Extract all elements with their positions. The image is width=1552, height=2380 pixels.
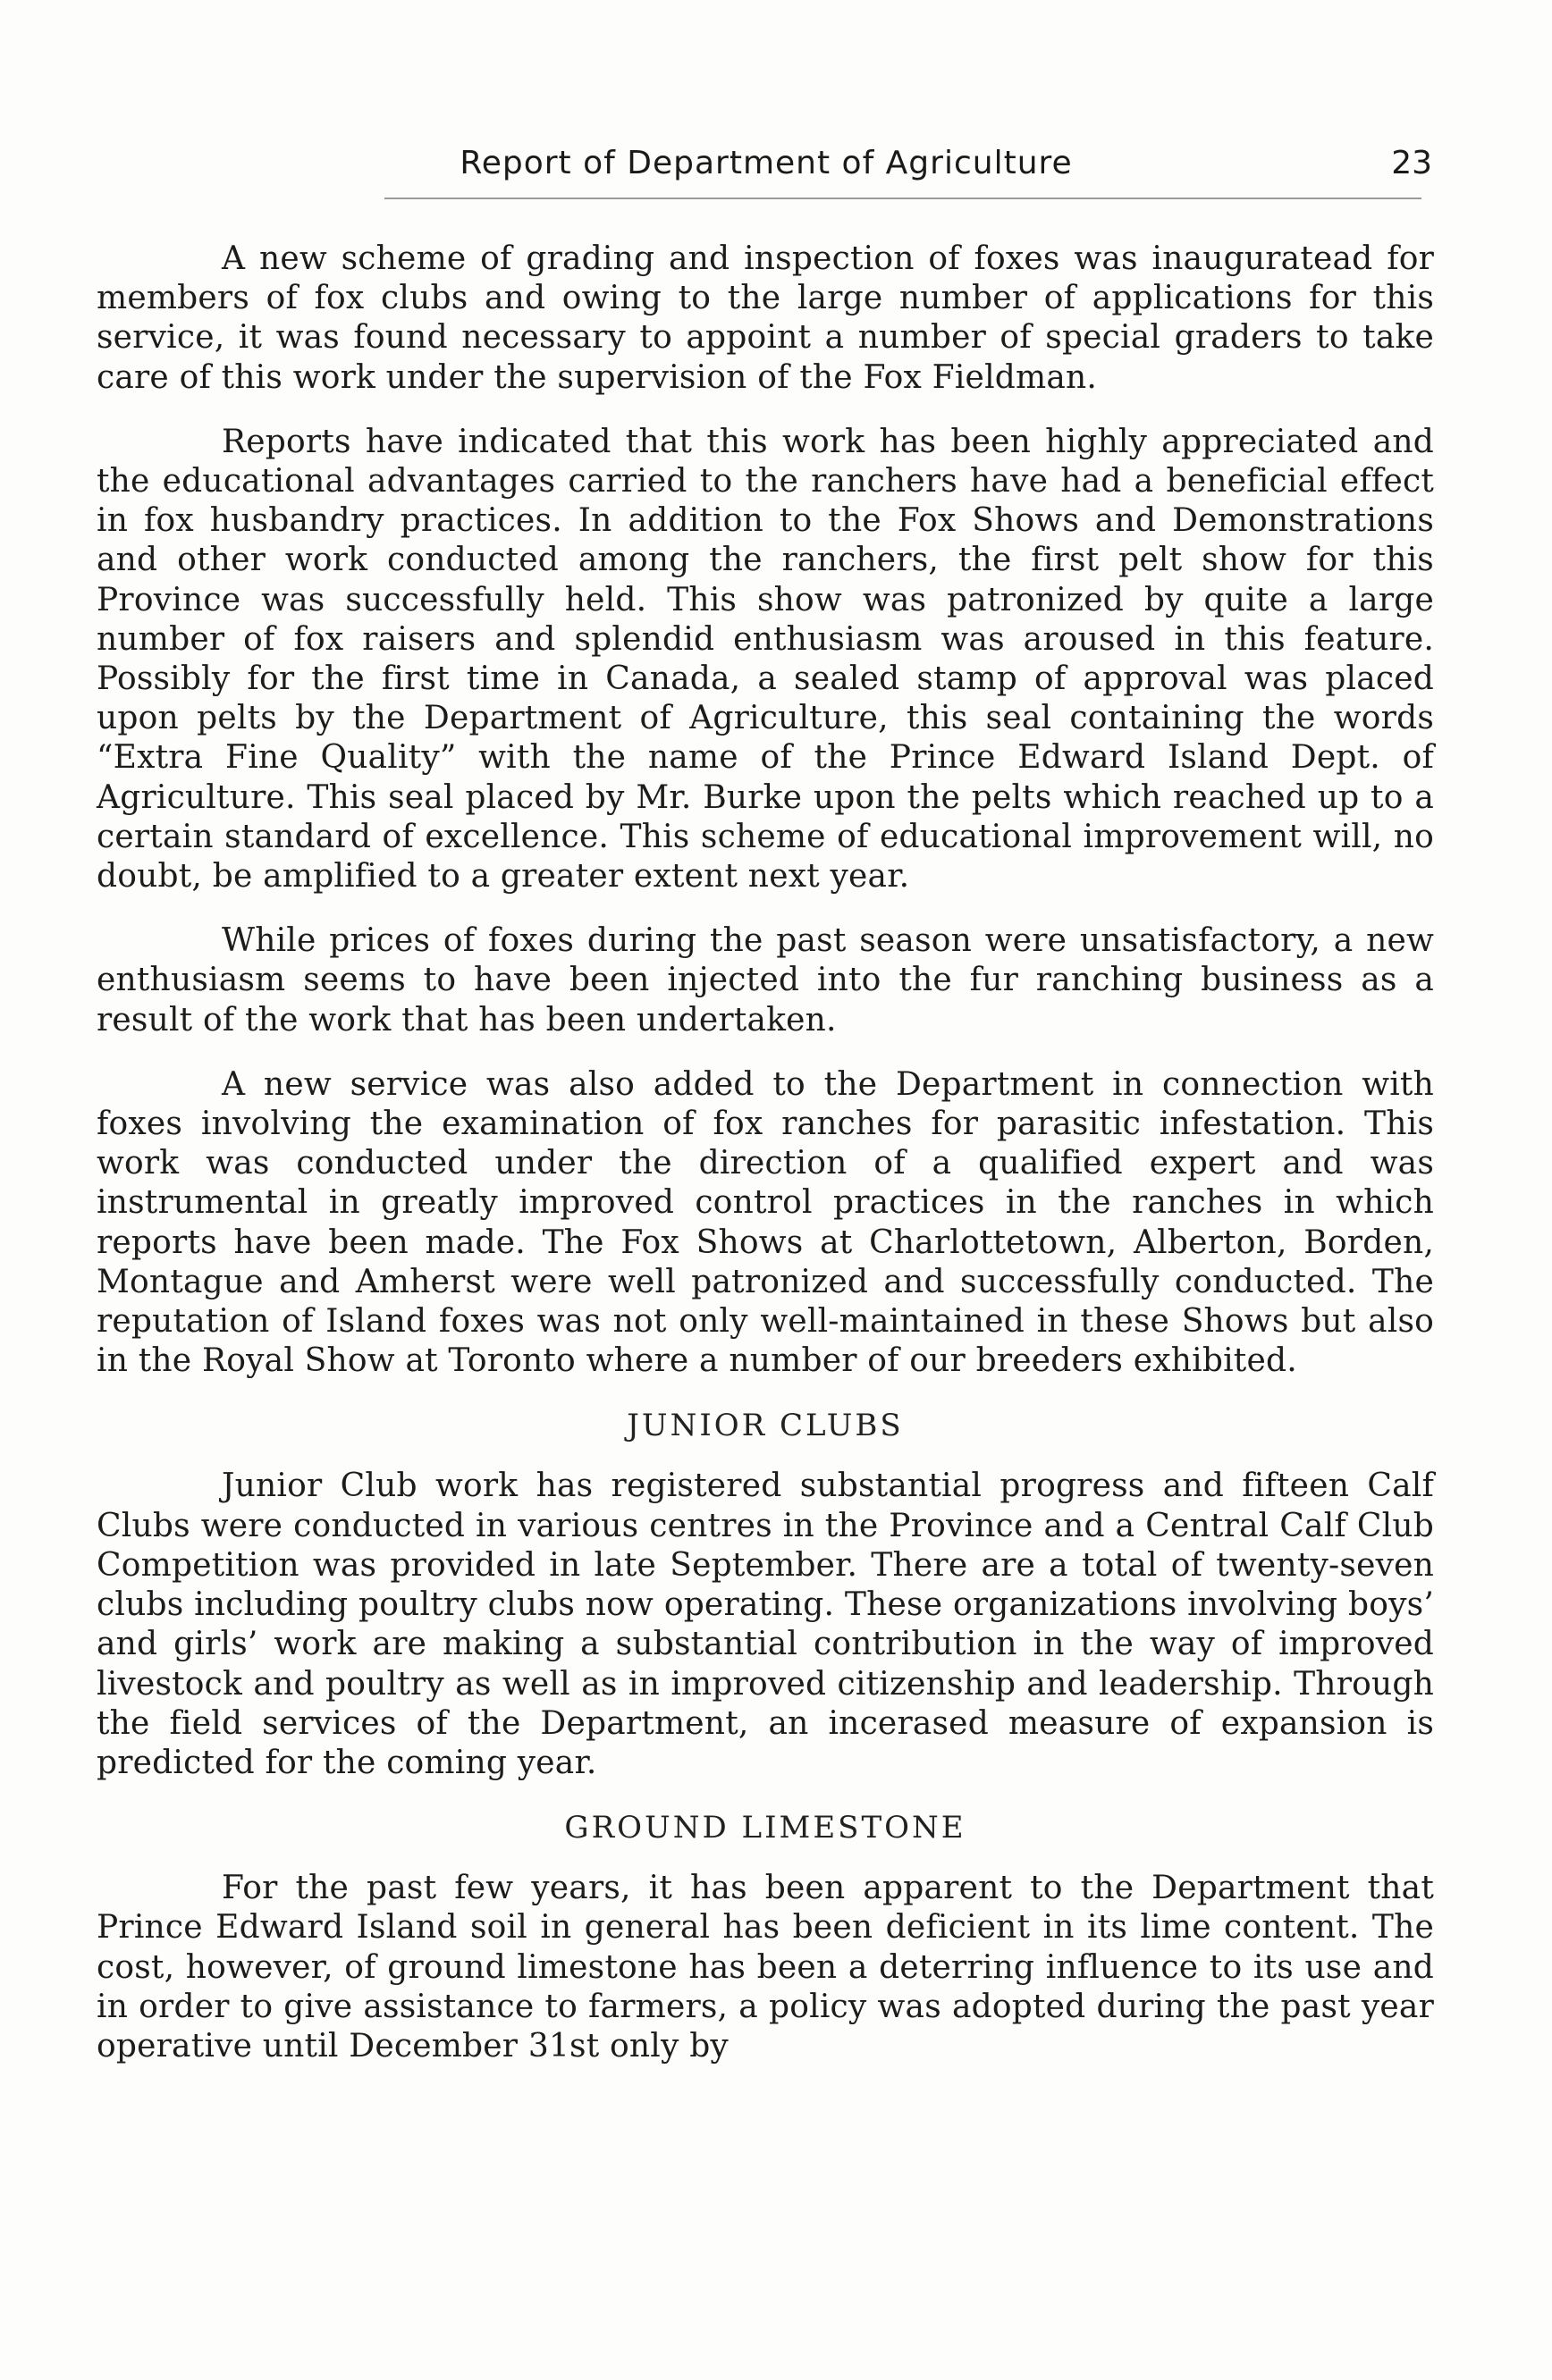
body-text (97, 240, 1434, 2091)
page-number: 23 (1391, 145, 1432, 181)
section-heading-ground-limestone: GROUND LIMESTONE (564, 1810, 966, 1846)
running-header (100, 145, 1432, 189)
header-rule (384, 198, 1421, 199)
paragraph-grading-inspection: A new scheme of grading and inspection of foxes was inauguratead for members of fox clubs and owing to the large number of applications for this service, it was found necessary to appoint a number of special graders to take care of this work under the supervision of the Fox Fieldman. (97, 240, 1434, 396)
paragraph-parasitic-service: A new service was also added to the Department in connection with foxes involving the examination of fox ranches for parasitic infestation. This work was conducted under the direction of a qualified expert and was instrumental in greatly improved control practices in the ranches in which reports have been made. The Fox Shows at Charlottetown, Alberton, Borden, Montague and Amherst were well patronized and successfully conducted. The reputation of Island foxes was not only well-maintained in these Shows but also in the Royal Show at Toronto where a number of our breeders exhibited. (97, 1065, 1434, 1380)
header-title: Report of Department of Agriculture (460, 145, 1073, 181)
paragraph-pelt-show: Reports have indicated that this work has been highly appreciated and the educational advantages carried to the ranchers have had a beneficial effect in fox husbandry practices. In addition to the Fox Shows and Demonstrations and other work conducted among the ranchers, the first pelt show for this Province was successfully held. This show was patronized by quite a large number of fox raisers and splendid enthusiasm was aroused in this feature. Possibly for the first time in Canada, a sealed stamp of approval was placed upon pelts by the Department of Agriculture, this seal containing the words “Extra Fine Quality” with the name of the Prince Edward Island Dept. of Agriculture. This seal placed by Mr. Burke upon the pelts which reached up to a certain standard of excellence. This scheme of educational improvement will, no doubt, be amplified to a greater extent next year. (97, 423, 1434, 896)
paragraph-ground-limestone: For the past few years, it has been apparent to the Department that Prince Edward Island soil in general has been deficient in its lime content. The cost, however, of ground limestone has been a deterring influence to its use and in order to give assistance to farmers, a policy was adopted during the past year operative until December 31st only by (97, 1870, 1434, 2065)
paragraph-fox-prices: While prices of foxes during the past season were unsatisfactory, a new enthusiasm seems to have been injected into the fur ranching business as a result of the work that has been undertaken. (97, 922, 1434, 1039)
section-heading-junior-clubs: JUNIOR CLUBS (627, 1408, 904, 1444)
paragraph-junior-clubs: Junior Club work has registered substantial progress and fifteen Calf Clubs were conducted in various centres in the Province and a Central Calf Club Competition was provided in late September. There are a total of twenty-seven clubs including poultry clubs now operating. These organizations involving boys’ and girls’ work are making a substantial contribution in the way of improved livestock and poultry as well as in improved citizenship and leadership. Through the field services of the Department, an incerased measure of expansion is predicted for the coming year. (97, 1468, 1434, 1781)
